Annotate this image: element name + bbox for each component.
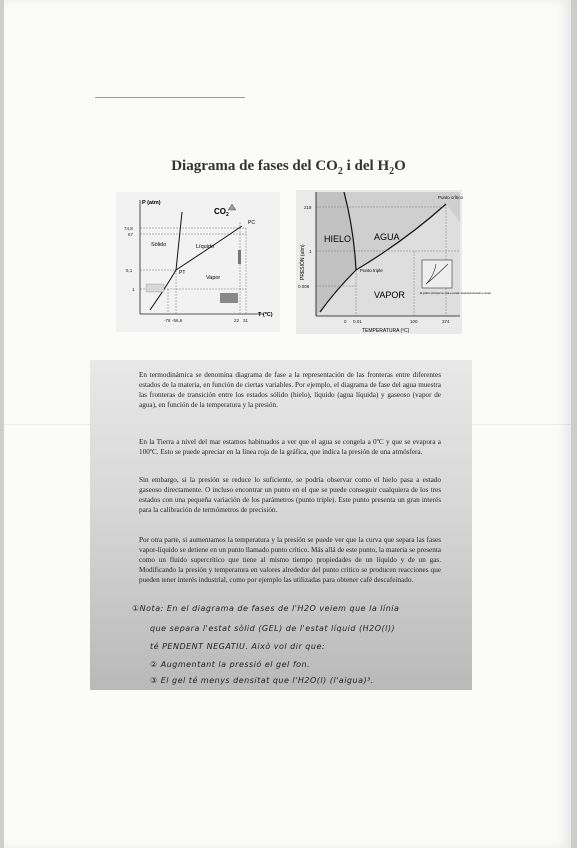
h2o-critical-point-label: Punto crítico [438, 195, 464, 200]
h2o-phase-diagram [296, 190, 491, 334]
h2o-x-tick: 0.01 [353, 319, 362, 324]
svg-text:CO2: $CO_2$ [214, 207, 229, 218]
h2o-vapor-label: VAPOR [374, 290, 405, 300]
h2o-y-tick: 0.006 [298, 284, 310, 289]
co2-x-tick: -56,6 [172, 318, 183, 323]
paragraph-triple-point: Sin embargo, si la presión se reduce lo suficiente, se podría observar como el hielo pasa a estado gaseoso directamente. O incluso encontrar un punto en el que se puede conseguir cualquiera de los tres estados con una pequeña variación de los parámetros (punto triple). Este punto presenta un gran interés para la calibración de termómetros de precisión. [139, 476, 441, 514]
body-text [139, 370, 441, 418]
body-text [139, 535, 441, 593]
co2-y-tick: 67 [128, 232, 134, 237]
handwritten-note-line: ② Augmentant la pressió el gel fon. [150, 660, 311, 669]
body-text [139, 475, 441, 523]
co2-vapor-label: Vapor [206, 275, 221, 281]
body-text [139, 437, 441, 465]
co2-y-tick: 1 [132, 287, 135, 292]
h2o-triple-point-label: Punto triple [360, 268, 383, 273]
co2-y-tick: 5,1 [126, 268, 133, 273]
co2-label: CO [214, 207, 226, 216]
co2-y-axis-label: P (atm) [142, 200, 161, 206]
page-title: Diagrama de fases del $CO_2$ i del $H_2O$ [171, 158, 406, 177]
h2o-y-axis-label: PRESIÓN (atm) [300, 244, 306, 280]
co2-x-tick: -78 [164, 318, 171, 323]
co2-x-tick: 31 [243, 318, 249, 323]
handwritten-note-line: que separa l'estat sòlid (GEL) de l'estat líquid (H2O(l)) [150, 624, 396, 633]
h2o-inset-caption: El gráfico principal no está a escala: desproporcionado a escala [420, 292, 491, 295]
co2-triple-point: PT [179, 270, 186, 276]
handwritten-note-line: ①Nota: En el diagrama de fases de l'H2O veiem que la línia [132, 604, 400, 613]
co2-x-tick: 22 [234, 318, 240, 323]
co2-y-tick: 74,8 [124, 226, 133, 231]
paragraph-critical-point: Por otra parte, si aumentamos la temperatura y la presión se puede ver que la curva que separa las fases vapor-líquido se detiene en un punto llamado punto crítico. Más allá de este punto, la materia se presenta como un fluido supercrítico que tiene al mismo tiempo propiedades de un líquido y de un gas. Modificando la presión y temperatura en valores alrededor del punto crítico se producen reacciones que pueden tener interés industrial, como por ejemplo las utilizadas para obtener café descafeinado. [139, 536, 441, 584]
h2o-y-tick: 218 [304, 205, 312, 210]
top-rule [95, 97, 245, 98]
paragraph-sea-level: En la Tierra a nivel del mar estamos habituados a ver que el agua se congela a 0ºC y que se evapora a 100ºC. Esto se puede apreciar en la línea roja de la gráfica, que indica la presión de una atmósfera. [139, 438, 441, 456]
h2o-x-tick: 0 [344, 319, 347, 324]
handwritten-note-line: té PENDENT NEGATIU. Això vol dir que: [150, 642, 326, 651]
co2-liquid-label: Líquido [196, 244, 215, 250]
co2-critical-point: PC [248, 220, 255, 226]
handwritten-note-line: ③ El gel té menys densitat que l'H2O(l) (l'aigua)³. [150, 676, 374, 685]
h2o-hielo-label: HIELO [324, 234, 352, 244]
h2o-x-axis-label: TEMPERATURA (ºC) [362, 328, 410, 334]
co2-phase-diagram [116, 192, 280, 332]
h2o-x-tick: 100 [410, 319, 418, 324]
co2-x-axis-label: T (ºC) [258, 312, 273, 318]
h2o-x-tick: 374 [442, 319, 450, 324]
paragraph-definition: En termodinámica se denomina diagrama de fase a la representación de las fronteras entre diferentes estados de la materia, en función de ciertas variables. Por ejemplo, el diagrama de fase del agua muestra las fronteras de transición entre los estados sólido (hielo), líquido (agua líquida) y gaseoso (vapor de agua), en función de la temperatura y la presión. [139, 371, 441, 409]
h2o-y-tick: 1 [309, 249, 312, 254]
h2o-agua-label: AGUA [374, 232, 400, 242]
co2-solid-label: Sòlido [151, 242, 167, 248]
